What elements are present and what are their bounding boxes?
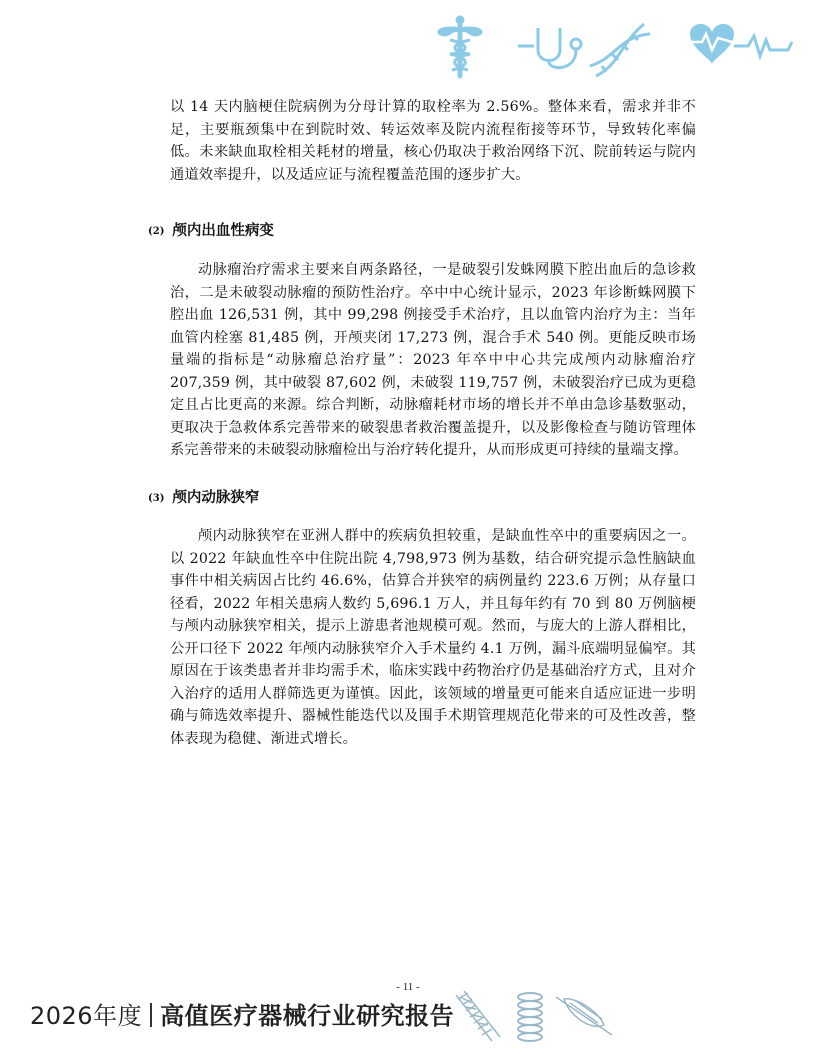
dna-icon bbox=[590, 24, 650, 76]
section-title-3: 颅内动脉狭窄 bbox=[172, 490, 260, 506]
paragraph-intro: 以 14 天内脑梗住院病例为分母计算的取栓率为 2.56%。整体来看，需求并非不足，主要瓶颈集中在到院时效、转运效率及院内流程衔接等环节，导致转化率偏低。未来缺血取栓相关耗材的增量，核心仍取决于救治网络下沉、院前转运与院内通道效率提升，以及适应证与流程覆盖范围的逐步扩大。 bbox=[170, 99, 696, 183]
stent-icon bbox=[456, 991, 500, 1041]
section-title-2: 颅内出血性病变 bbox=[172, 223, 274, 239]
footer-divider bbox=[150, 1003, 152, 1027]
stethoscope-icon bbox=[518, 28, 581, 68]
footer-report-title: 高值医疗器械行业研究报告 bbox=[160, 1002, 455, 1030]
footer-title bbox=[30, 996, 454, 1031]
section-number-2: (2) bbox=[148, 226, 165, 237]
caduceus-icon bbox=[438, 16, 482, 78]
footer-year: 2026年度 bbox=[30, 1002, 143, 1030]
page-number: - 11 - bbox=[396, 981, 420, 993]
balloon-catheter-icon bbox=[556, 997, 612, 1035]
header-medical-icons bbox=[430, 14, 800, 80]
heartbeat-icon bbox=[690, 24, 792, 64]
section-heading-3 bbox=[148, 486, 259, 507]
section-number-3: (3) bbox=[148, 493, 165, 504]
coil-icon bbox=[518, 993, 542, 1041]
section-heading-2 bbox=[148, 219, 274, 240]
section-body-3: 颅内动脉狭窄在亚洲人群中的疾病负担较重，是缺血性卒中的重要病因之一。以 2022 年缺血性卒中住院出院 4,798,973 例为基数，结合研究提示急性脑缺血事件中相关病因占比约 46.6%，估算合并狭窄的病例量约 223.6 万例；从存量口径看，2022 年相关患病人数约 5,696.1 万人，并且每年约有 70 到 80 万例脑梗与颅内动脉狭窄相关，提示上游患者池规模可观。然而，与庞大的上游人群相比，公开口径下 2022 年颅内动脉狭窄介入手术量约 4.1 万例，漏斗底端明显偏窄。其原因在于该类患者并非均需手术，临床实践中药物治疗仍是基础治疗方式，且对介入治疗的适用人群筛选更为谨慎。因此，该领域的增量更可能来自适应证进一步明确与筛选效率提升、器械性能迭代以及围手术期管理规范化带来的可及性改善，整体表现为稳健、渐进式增长。 bbox=[170, 528, 696, 747]
footer-device-icons bbox=[452, 985, 622, 1047]
section-body-2: 动脉瘤治疗需求主要来自两条路径，一是破裂引发蛛网膜下腔出血后的急诊救治，二是未破裂动脉瘤的预防性治疗。卒中中心统计显示，2023 年诊断蛛网膜下腔出血 126,531 例，其中 99,298 例接受手术治疗，且以血管内治疗为主：当年血管内栓塞 81,485 例，开颅夹闭 17,273 例，混合手术 540 例。更能反映市场量端的指标是“动脉瘤总治疗量”：2023 年卒中中心共完成颅内动脉瘤治疗 207,359 例，其中破裂 87,602 例，未破裂 119,757 例，未破裂治疗已成为更稳定且占比更高的来源。综合判断，动脉瘤耗材市场的增长并不单由急诊基数驱动，更取决于急救体系完善带来的破裂患者救治覆盖提升，以及影像检查与随访管理体系完善带来的未破裂动脉瘤检出与治疗转化提升，从而形成更可持续的量端支撑。 bbox=[170, 262, 696, 458]
